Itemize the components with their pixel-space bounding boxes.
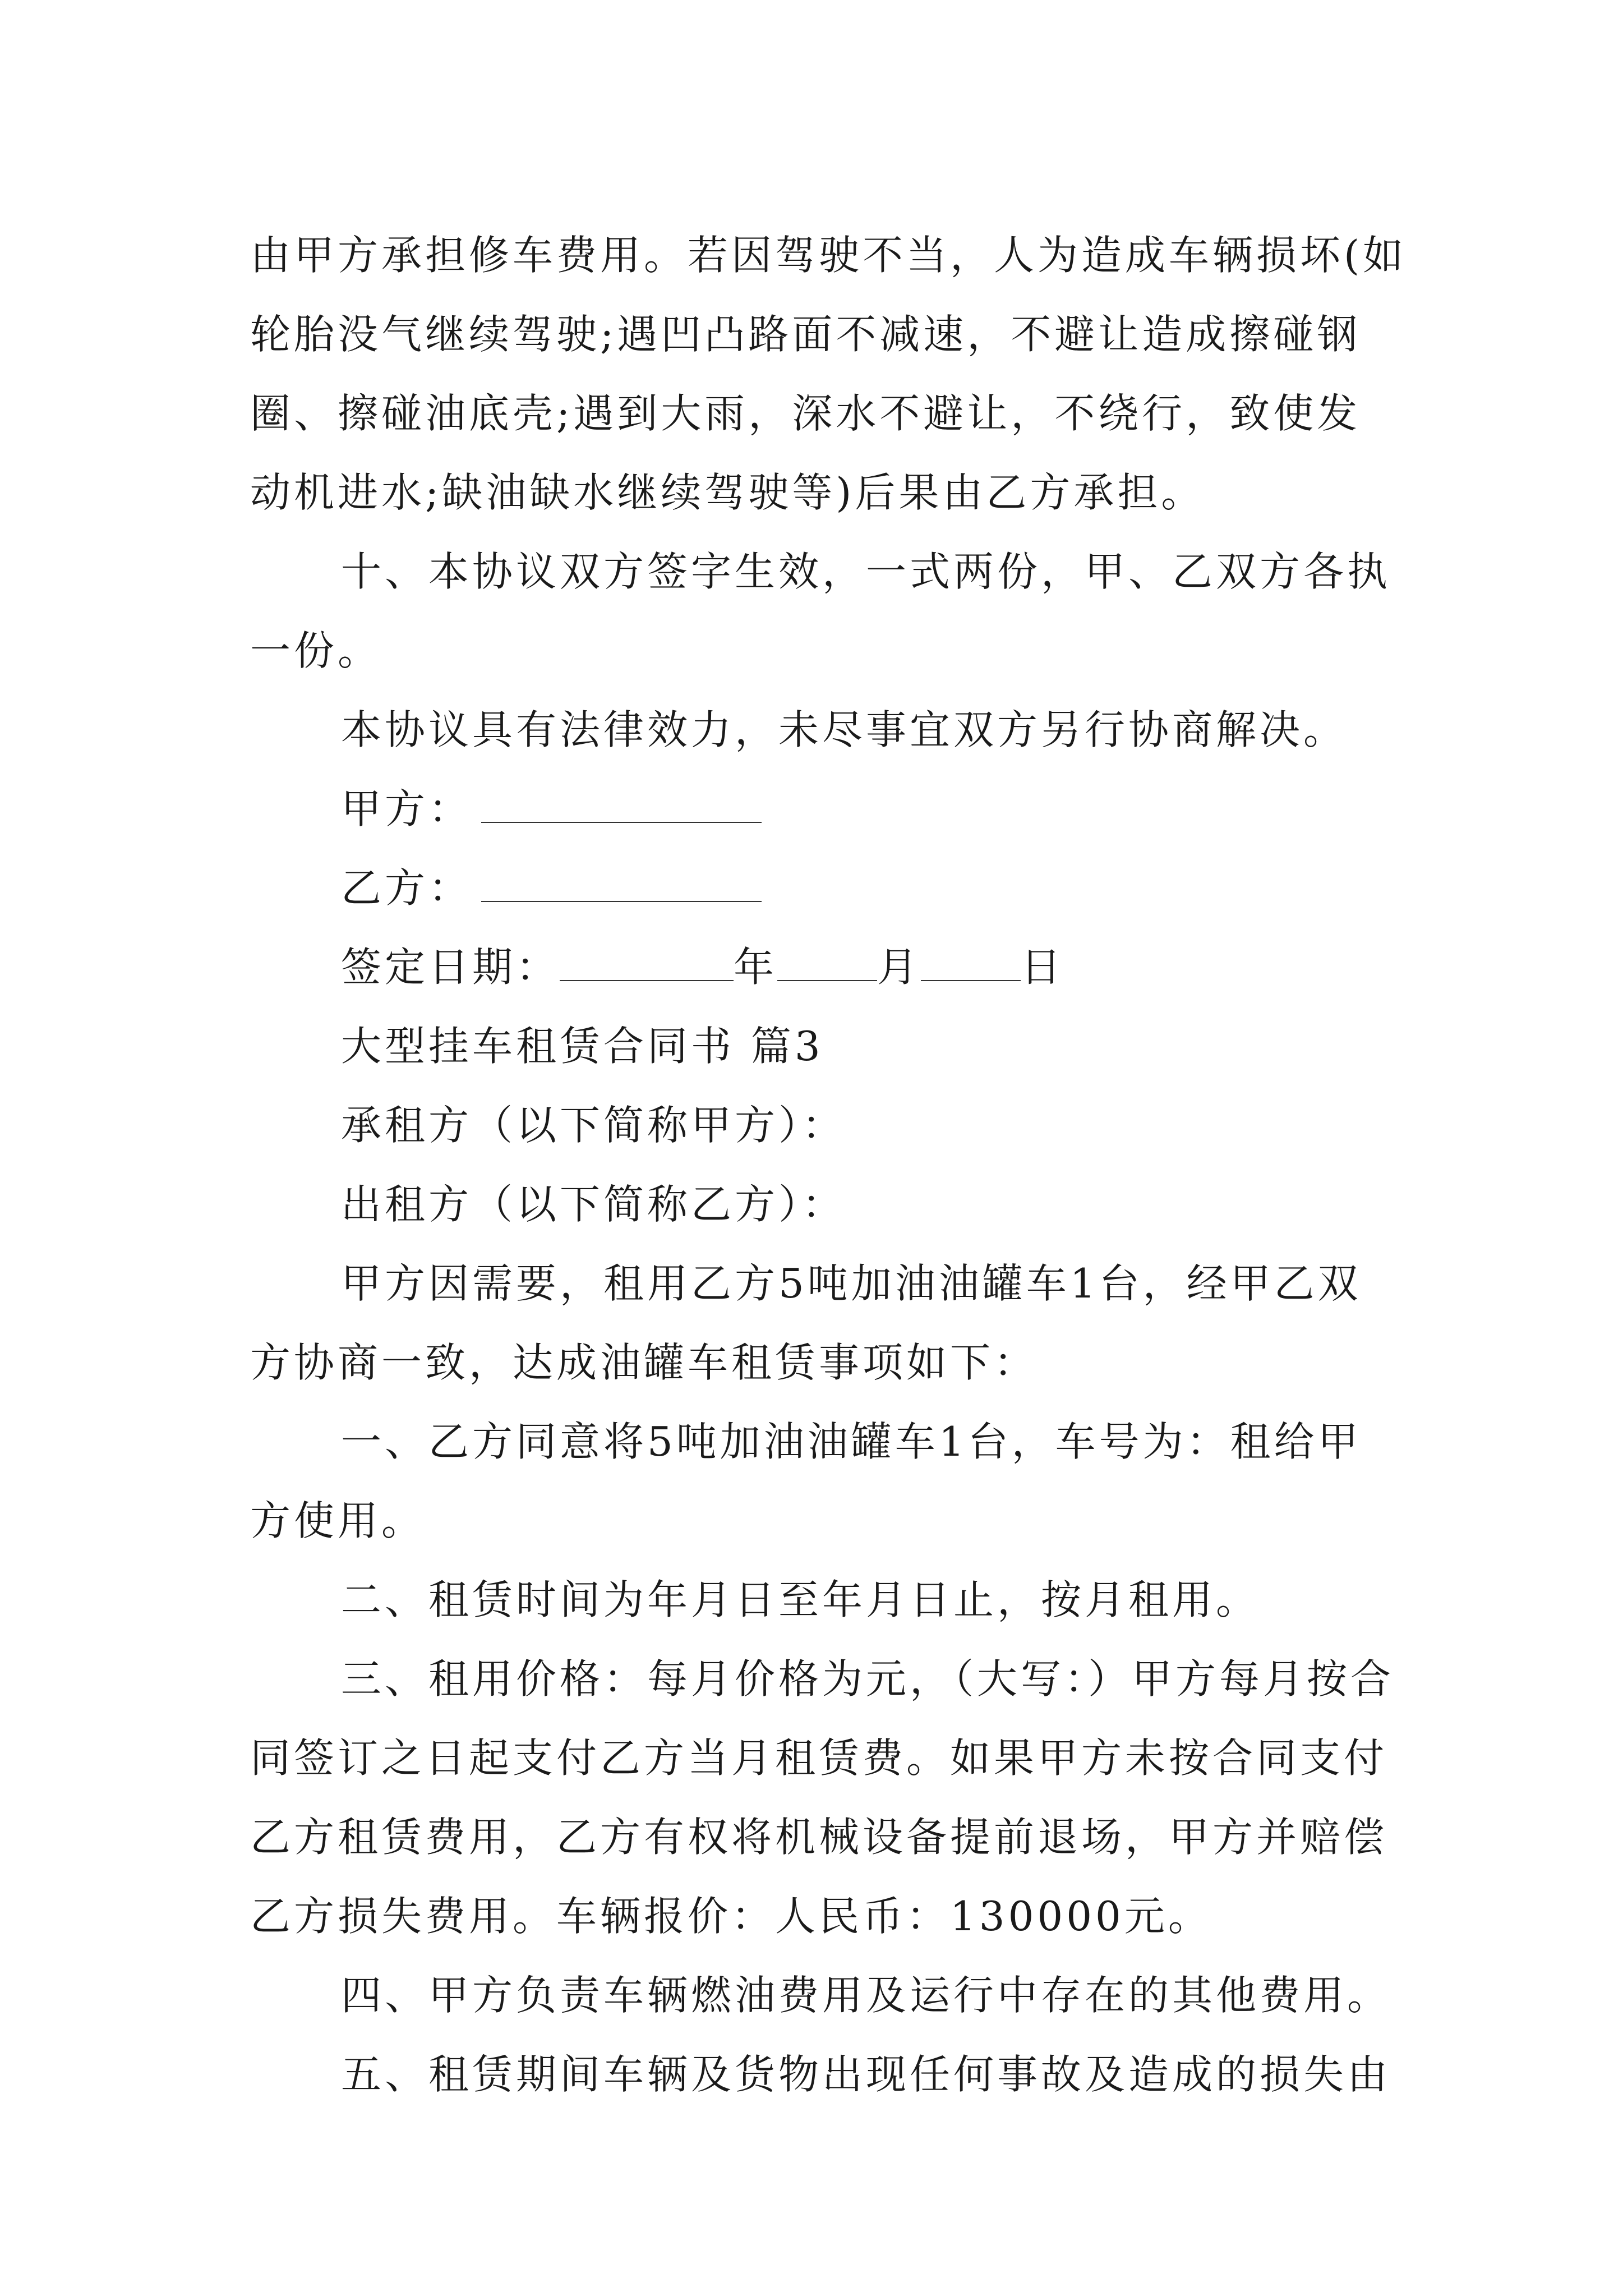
clause-2: 二、租赁时间为年月日至年月日止，按月租用。: [341, 1576, 1260, 1623]
lessor-line: 出租方（以下简称乙方）：: [341, 1181, 846, 1228]
clause-1: [250, 1402, 1389, 1561]
text-line: 方使用。: [250, 1497, 426, 1544]
text-line: 甲方因需要，租用乙方5吨加油油罐车1台，经甲乙双: [341, 1260, 1362, 1307]
party-a-signature-row: [250, 770, 1389, 849]
text-line: 同签订之日起支付乙方当月租赁费。如果甲方未按合同支付: [250, 1734, 1388, 1782]
party-a-blank: [481, 786, 762, 823]
day-blank: [921, 944, 1021, 981]
clause-4: 四、甲方负责车辆燃油费用及运行中存在的其他费用。: [341, 1972, 1391, 2019]
party-b-blank: [481, 865, 762, 902]
month-unit: 月: [877, 944, 921, 991]
text-line: 方协商一致，达成油罐车租赁事项如下：: [250, 1339, 1038, 1386]
legal-effect-statement: 本协议具有法律效力，未尽事宜双方另行协商解决。: [341, 706, 1348, 753]
party-b-signature-row: [250, 849, 1389, 928]
day-unit: 日: [1021, 944, 1065, 991]
clause-5: 五、租赁期间车辆及货物出现任何事故及造成的损失由: [341, 2051, 1391, 2098]
text-line: 由甲方承担修车费用。若因驾驶不当，人为造成车辆损坏(如: [250, 232, 1407, 279]
text-line: 轮胎没气继续驾驶;遇凹凸路面不减速，不避让造成擦碰钢: [250, 311, 1361, 358]
month-blank: [777, 944, 877, 981]
clause-3: [250, 1640, 1395, 1956]
year-unit: 年: [734, 944, 778, 991]
section-title: 大型挂车租赁合同书 篇3: [341, 1023, 824, 1070]
document-body: [250, 216, 1407, 2114]
party-b-label: 乙方：: [341, 864, 473, 912]
text-line: 乙方损失费用。车辆报价：人民币：130000元。: [250, 1893, 1212, 1940]
text-line: 圈、擦碰油底壳;遇到大雨，深水不避让，不绕行，致使发: [250, 390, 1361, 437]
clause-10: [250, 532, 1389, 691]
date-label: 签定日期：: [341, 944, 560, 991]
text-line: 十、本协议双方签字生效，一式两份，甲、乙双方各执: [341, 548, 1391, 595]
lessee-line: 承租方（以下简称甲方）：: [341, 1102, 846, 1149]
party-a-label: 甲方：: [341, 785, 473, 832]
intro-paragraph: [250, 1244, 1389, 1402]
year-blank: [560, 944, 734, 981]
text-line: 动机进水;缺油缺水继续驾驶等)后果由乙方承担。: [250, 469, 1205, 516]
text-line: 一份。: [250, 627, 382, 674]
paragraph-repair-liability: [250, 216, 1407, 532]
text-line: 三、租用价格：每月价格为元，（大写：）甲方每月按合: [341, 1655, 1395, 1703]
signing-date-row: [250, 928, 1389, 1007]
text-line: 乙方租赁费用，乙方有权将机械设备提前退场，甲方并赔偿: [250, 1814, 1388, 1861]
text-line: 一、乙方同意将5吨加油油罐车1台，车号为：租给甲: [341, 1418, 1362, 1465]
